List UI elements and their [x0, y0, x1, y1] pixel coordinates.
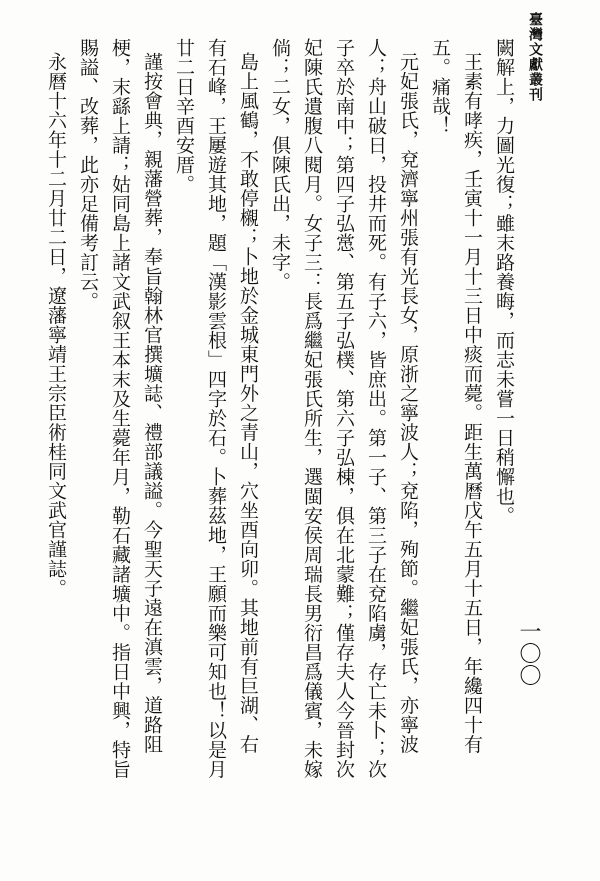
page-number: 一〇〇	[516, 620, 541, 686]
body-text-block	[45, 0, 518, 881]
text-line: 梗，末繇上請；姑同島上諸文武叙王本末及生薨年月，勒石藏諸壙中。指日中興，特旨	[109, 38, 131, 779]
text-line: 闕解上，力圖光復；雖末路養晦，而志未嘗一日稍懈也。	[493, 38, 515, 526]
running-header-title: 臺灣文獻叢刊	[527, 12, 543, 102]
text-line: 子卒於南中；第四子弘㦂、第五子弘樸、第六子弘棟，俱在北蒙難；僅存夫人今晉封次	[333, 38, 355, 779]
text-line: 島上風鶴，不敢停櫬；卜地於金城東門外之青山，穴坐酉向卯。其地前有巨湖、右	[237, 52, 259, 754]
text-line: 元妃張氏，兗濟寧州張有光長女，原浙之寧波人；兗陷，殉節。繼妃張氏，亦寧波	[397, 52, 419, 754]
text-line: 謹按會典，親藩營葬，奉旨翰林官撰壙誌、禮部議謚。今聖天子遠在滇雲，道路阻	[141, 52, 163, 754]
text-line: 妃陳氏遺腹八閱月。女子三：長爲繼妃張氏所生，選閩安侯周瑞長男衍昌爲儀賓，未嫁	[301, 38, 323, 779]
text-line: 倘；二女，俱陳氏出，未字。	[269, 38, 291, 292]
text-line: 王素有哮疾，壬寅十一月十三日中痰而薨。距生萬曆戊午五月十五日，年纔四十有	[461, 52, 483, 754]
text-line: 人；舟山破日，投井而死。有子六，皆庶出。第一子、第三子在兗陷虜，存亡未卜；次	[365, 38, 387, 779]
text-line: 賜謚、改葬，此亦足備考訂云。	[77, 38, 99, 311]
text-line: 永曆十六年十二月廿二日，遼藩寧靖王宗臣術桂同文武官謹誌。	[45, 52, 67, 598]
text-line: 廿二日辛酉安厝。	[173, 38, 195, 194]
text-line: 有石峰，王屢遊其地，題「漢影雲根」四字於石。卜葬茲地，王願而樂可知也！以是月	[205, 38, 227, 779]
text-line: 五。痛哉！	[429, 38, 451, 136]
